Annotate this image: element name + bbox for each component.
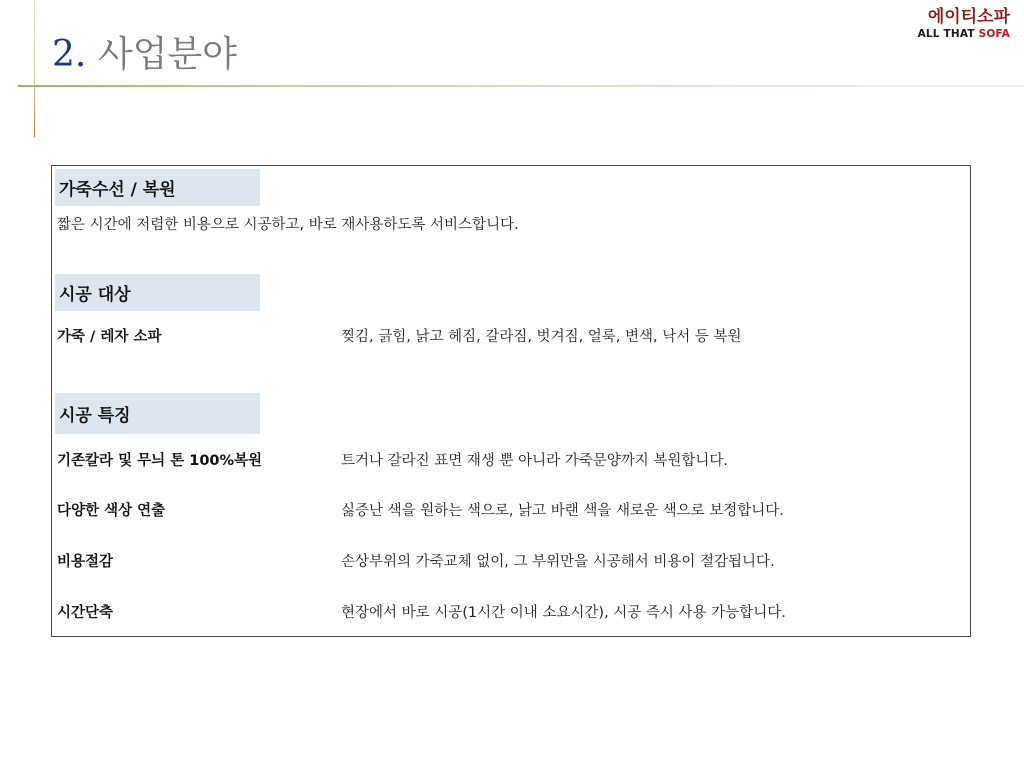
logo-korean-text: 에이티소파 <box>927 7 1010 27</box>
decorative-vertical-line <box>34 0 35 137</box>
section-heading-target: 시공 대상 <box>55 274 260 311</box>
section-heading-repair: 가죽수선 / 복원 <box>55 169 260 206</box>
row-label: 다양한 색상 연출 <box>57 503 166 519</box>
page-title-text: 사업분야 <box>97 34 237 75</box>
company-logo <box>918 6 1010 41</box>
content-box <box>51 165 971 637</box>
page-title-number: 2. <box>52 34 87 75</box>
row-description: 손상부위의 가죽교체 없이, 그 부위만을 시공해서 비용이 절감됩니다. <box>341 554 775 570</box>
section-description-repair: 짧은 시간에 저렴한 비용으로 시공하고, 바로 재사용하도록 서비스합니다. <box>57 217 519 233</box>
logo-english-part1: ALL THAT <box>917 28 979 40</box>
logo-english-text <box>918 28 1010 41</box>
page-title <box>52 30 237 80</box>
decorative-horizontal-line <box>18 85 1024 87</box>
row-description: 찢김, 긁힘, 낡고 헤짐, 갈라짐, 벗겨짐, 얼룩, 변색, 낙서 등 복원 <box>341 329 742 345</box>
row-label: 가죽 / 레자 소파 <box>57 329 162 345</box>
row-label: 기존칼라 및 무늬 톤 100%복원 <box>57 453 263 469</box>
row-description: 트거나 갈라진 표면 재생 뿐 아니라 가죽문양까지 복원합니다. <box>341 453 729 469</box>
row-description: 현장에서 바로 시공(1시간 이내 소요시간), 시공 즉시 사용 가능합니다. <box>341 605 786 621</box>
row-description: 싫증난 색을 원하는 색으로, 낡고 바랜 색을 새로운 색으로 보정합니다. <box>341 503 784 519</box>
section-heading-features: 시공 특징 <box>55 393 260 434</box>
row-label: 비용절감 <box>57 554 114 570</box>
row-label: 시간단축 <box>57 605 114 621</box>
logo-english-part2: SOFA <box>978 28 1010 40</box>
